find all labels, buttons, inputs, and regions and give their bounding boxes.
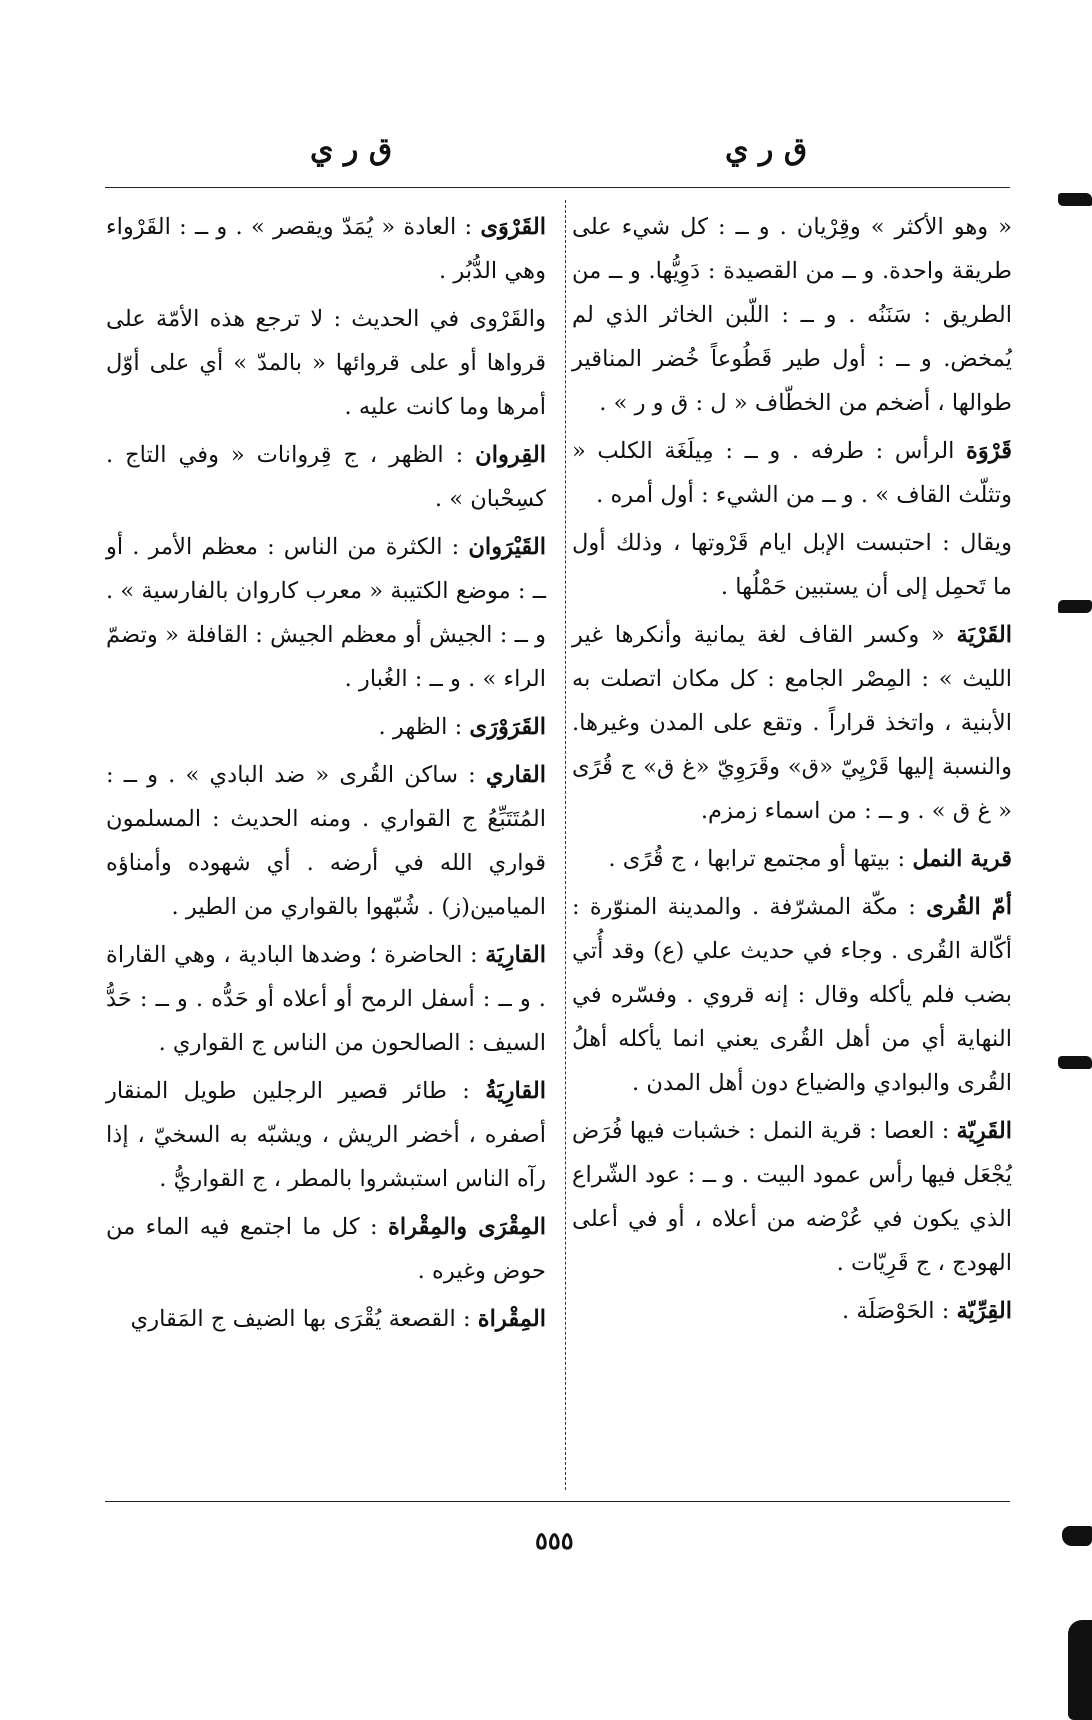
dictionary-entry (106, 1069, 546, 1201)
entry-definition: ويقال : احتبست الإبل ايام قَرْوتها ، وذلك أول ما تَحمِل إلى أن يستبين حَمْلُها . (572, 530, 1012, 600)
top-rule (105, 187, 1010, 188)
entry-definition: : العادة « يُمَدّ ويقصر » . و ــ : القَرْواء وهي الدُّبُر . (106, 214, 546, 284)
entry-headword: المِقْراة (477, 1306, 546, 1332)
dictionary-entry (572, 885, 1012, 1105)
entry-definition: : الظهر . (378, 714, 470, 740)
entry-headword: القَرْيَة (956, 622, 1012, 648)
entry-definition: : الظهر ، ج قِروانات « وفي التاج . كسِحْبان » . (106, 442, 546, 512)
entry-definition: : كل ما اجتمع فيه الماء من حوض وغيره . (106, 1214, 546, 1284)
scan-artifact (1058, 600, 1092, 613)
entry-definition: : بيتها أو مجتمع ترابها ، ج قُرًى . (608, 846, 913, 872)
entry-headword: قَرْوَة (965, 438, 1012, 464)
entry-headword: قرية النمل (912, 846, 1012, 872)
scan-artifact (1068, 1620, 1092, 1720)
scan-artifact (1058, 193, 1092, 206)
dictionary-entry (572, 521, 1012, 609)
scan-artifact (1062, 1526, 1092, 1546)
entry-definition: : مكّة المشرّفة . والمدينة المنوّرة : أكّالة القُرى . وجاء في حديث علي (ع) وقد أُتي بضب فلم يأكله وقال : إنه قروي . وفسّره في النهاية أي من أهل القُرى يعني انما يأكله أهلُ القُرى والبوادي والضياع دون أهل المدن . (572, 894, 1012, 1096)
page-number: ٥٥٥ (535, 1526, 574, 1555)
entry-headword: القارِيَةُ (485, 1078, 546, 1104)
dictionary-entry (106, 705, 546, 749)
entry-definition: : الحاضرة ؛ وضدها البادية ، وهي القاراة . و ــ : أسفل الرمح أو أعلاه أو حَدُّه . و ــ : حَدُّ السيف : الصالحون من الناس ج القواري . (106, 942, 546, 1056)
entry-headword: القَرَوْرَى (469, 714, 546, 740)
entry-headword: القَرِيّة (956, 1118, 1012, 1144)
dictionary-entry (572, 1109, 1012, 1285)
entry-definition: : طائر قصير الرجلين طويل المنقار أصفره ، أخضر الريش ، ويشبّه به السخيّ ، إذا رآه الناس استبشروا بالمطر ، ج القواريُّ . (106, 1078, 546, 1192)
bottom-rule (105, 1501, 1010, 1502)
dictionary-entry (106, 753, 546, 929)
dictionary-entry (106, 933, 546, 1065)
entry-definition: : ساكن القُرى « ضد البادي » . و ــ : المُتَتَبِّعُ ج القواري . ومنه الحديث : المسلمون قواري الله في أرضه . أي شهوده وأمناؤه الميامين(ز) . شُبّهوا بالقواري من الطير . (106, 762, 546, 920)
right-column (572, 205, 1012, 1336)
entry-definition: : الحَوْصَلَة . (841, 1298, 957, 1324)
dictionary-entry (572, 1289, 1012, 1333)
dictionary-entry (106, 205, 546, 293)
dictionary-entry (572, 205, 1012, 425)
running-header-right: ق ر ي (725, 132, 808, 167)
dictionary-entry (106, 1297, 546, 1341)
scan-artifact (1058, 1056, 1092, 1069)
left-column (106, 205, 546, 1344)
entry-definition: الرأس : طرفه . و ــ : مِيلَغَة الكلب « وتثلّث القاف » . و ــ من الشيء : أول أمره . (572, 438, 1012, 508)
entry-headword: القَرْوَى (480, 214, 546, 240)
entry-headword: أمّ القُرى (926, 894, 1013, 920)
entry-headword: القارِيَة (485, 942, 546, 968)
dictionary-entry (572, 837, 1012, 881)
entry-headword: القِرِّيّة (956, 1298, 1012, 1324)
entry-headword: القِروان (475, 442, 546, 468)
entry-definition: « وكسر القاف لغة يمانية وأنكرها غير الليث » : المِصْر الجامع : كل مكان اتصلت به الأبنية ، واتخذ قراراً . وتقع على المدن وغيرها. والنسبة إليها قَرْيِيّ «ق» وقَرَوِيّ «غ ق» ج قُرًى « غ ق » . و ــ : من اسماء زمزم. (572, 622, 1012, 824)
dictionary-entry (106, 297, 546, 429)
running-header-left: ق ر ي (310, 132, 393, 167)
dictionary-entry (572, 613, 1012, 833)
entry-definition: « وهو الأكثر » وقِرْيان . و ــ : كل شيء على طريقة واحدة. و ــ من القصيدة : دَوِيُّها. و ــ من الطريق : سَنَنُه . و ــ : اللّبن الخاثر الذي لم يُمخض. و ــ : أول طير قَطُوعاً خُضر المناقير طوالها ، أضخم من الخطّاف « ل : ق و ر » . (572, 214, 1012, 416)
dictionary-entry (572, 429, 1012, 517)
entry-headword: المِقْرَى والمِقْراة (387, 1214, 546, 1240)
column-divider (565, 200, 566, 1490)
entry-headword: القاري (485, 762, 546, 788)
entry-definition: : العصا : قرية النمل : خشبات فيها فُرَض يُجْعَل فيها رأس عمود البيت . و ــ : عود الشّراع الذي يكون في عُرْضه من أعلاه ، أو في أعلى الهودج ، ج قَرِيّات . (572, 1118, 1012, 1276)
entry-definition: : الكثرة من الناس : معظم الأمر . أو ــ : موضع الكتيبة « معرب كاروان بالفارسية » . و ــ : الجيش أو معظم الجيش : القافلة « وتضمّ الراء » . و ــ : الغُبار . (106, 534, 546, 692)
entry-definition: والقَرْوى في الحديث : لا ترجع هذه الأمّة على قرواها أو على قروائها « بالمدّ » أي على أوّل أمرها وما كانت عليه . (106, 306, 546, 420)
dictionary-entry (106, 1205, 546, 1293)
entry-headword: القَيْرَوان (468, 534, 546, 560)
entry-definition: : القصعة يُقْرَى بها الضيف ج المَقاري (130, 1306, 478, 1332)
dictionary-entry (106, 433, 546, 521)
dictionary-entry (106, 525, 546, 701)
